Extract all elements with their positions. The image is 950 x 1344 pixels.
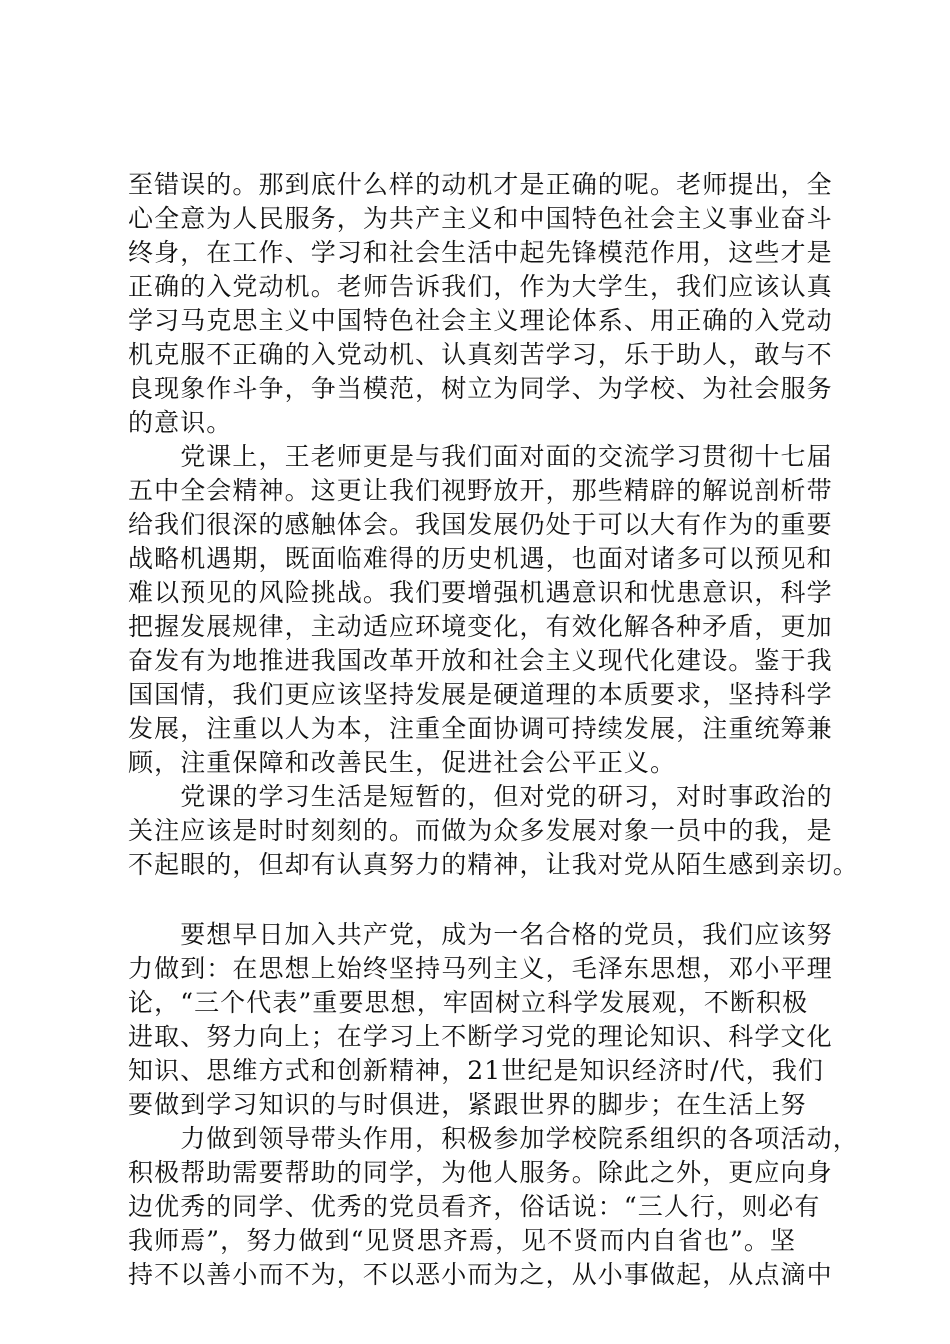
text-line: 积极帮助需要帮助的同学，为他人服务。除此之外，更应向身 — [128, 1158, 833, 1187]
text-line: 力做到领导带头作用，积极参加学校院系组织的各项活动， — [128, 1124, 859, 1153]
text-line: 不起眼的，但却有认真努力的精神，让我对党从陌生感到亲切。 — [128, 850, 859, 879]
text-line: 力做到：在思想上始终坚持马列主义，毛泽东思想，邓小平理 — [128, 954, 833, 983]
text-line: 终身，在工作、学习和社会生活中起先锋模范作用，这些才是 — [128, 238, 833, 267]
text-line: 至错误的。那到底什么样的动机才是正确的呢。老师提出，全 — [128, 170, 833, 199]
text-line: 给我们很深的感触体会。我国发展仍处于可以大有作为的重要 — [128, 510, 833, 539]
text-line: 五中全会精神。这更让我们视野放开，那些精辟的解说剖析带 — [128, 476, 833, 505]
text-line: 正确的入党动机。老师告诉我们，作为大学生，我们应该认真 — [128, 272, 833, 301]
text-line: 国国情，我们更应该坚持发展是硬道理的本质要求，坚持科学 — [128, 680, 833, 709]
text-line: 顾，注重保障和改善民生，促进社会公平正义。 — [128, 748, 677, 777]
text-line: 持不以善小而不为，不以恶小而为之，从小事做起，从点滴中 — [128, 1260, 833, 1289]
text-line: 党课上，王老师更是与我们面对面的交流学习贯彻十七届 — [128, 442, 833, 471]
text-line: 论，“三个代表”重要思想，牢固树立科学发展观，不断积极 — [128, 988, 809, 1017]
text-line: 关注应该是时时刻刻的。而做为众多发展对象一员中的我，是 — [128, 816, 833, 845]
text-line: 知识、思维方式和创新精神，21世纪是知识经济时/代，我们 — [128, 1056, 825, 1085]
text-line: 我师焉”，努力做到“见贤思齐焉，见不贤而内自省也”。坚 — [128, 1226, 797, 1255]
text-line: 进取、努力向上；在学习上不断学习党的理论知识、科学文化 — [128, 1022, 833, 1051]
text-line: 发展，注重以人为本，注重全面协调可持续发展，注重统筹兼 — [128, 714, 833, 743]
text-line: 战略机遇期，既面临难得的历史机遇，也面对诸多可以预见和 — [128, 544, 833, 573]
text-line: 要做到学习知识的与时俱进，紧跟世界的脚步；在生活上努 — [128, 1090, 807, 1119]
text-line: 难以预见的风险挑战。我们要增强机遇意识和忧患意识，科学 — [128, 578, 833, 607]
text-line: 边优秀的同学、优秀的党员看齐，俗话说：“三人行，则必有 — [128, 1192, 821, 1221]
text-line: 把握发展规律，主动适应环境变化，有效化解各种矛盾，更加 — [128, 612, 833, 641]
text-line: 要想早日加入共产党，成为一名合格的党员，我们应该努 — [128, 920, 833, 949]
text-line: 心全意为人民服务，为共产主义和中国特色社会主义事业奋斗 — [128, 204, 833, 233]
text-line: 奋发有为地推进我国改革开放和社会主义现代化建设。鉴于我 — [128, 646, 833, 675]
text-line: 党课的学习生活是短暂的，但对党的研习，对时事政治的 — [128, 782, 833, 811]
text-line: 学习马克思主义中国特色社会主义理论体系、用正确的入党动 — [128, 306, 833, 335]
text-line: 良现象作斗争，争当模范，树立为同学、为学校、为社会服务 — [128, 374, 833, 403]
text-line: 机克服不正确的入党动机、认真刻苦学习，乐于助人，敢与不 — [128, 340, 833, 369]
text-line: 的意识。 — [128, 408, 233, 437]
